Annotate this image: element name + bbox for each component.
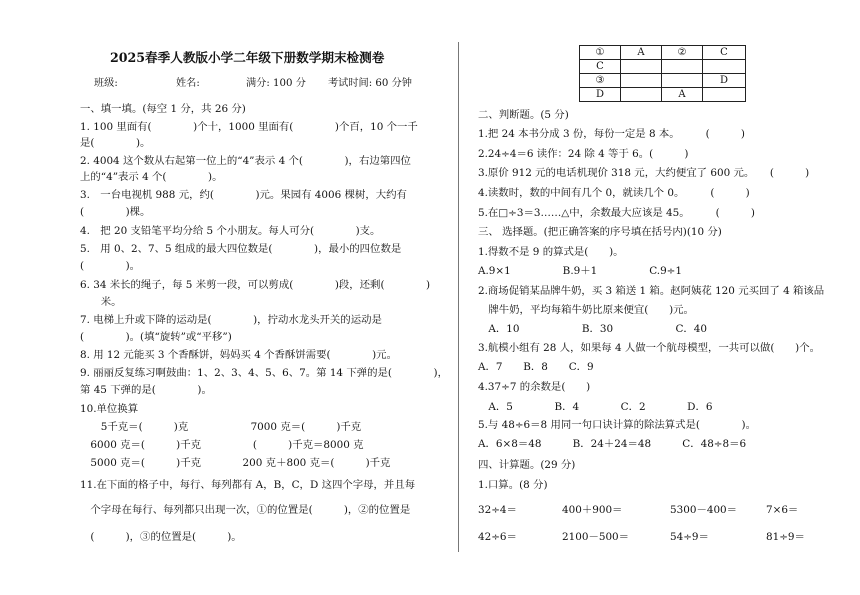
question-line: 9. 丽丽反复练习啊鼓曲：1、2、3、4、5、6、7。第 14 下弹的是( )， (80, 367, 448, 379)
option-line: A．6×8＝48 B．24＋24＝48 C．48÷8＝6 (478, 438, 747, 450)
question-line: ( )。(填“旋转”或“平移”) (80, 331, 232, 343)
column-divider (458, 42, 459, 552)
grid-cell (662, 74, 703, 88)
oral-calc-item: 81÷9＝ (766, 531, 805, 543)
question-line: 第 45 下弹的是( )。 (80, 384, 212, 396)
question-line: 是( )。 (80, 137, 151, 149)
question-line: 5.与 48÷6＝8 用同一句口诀计算的除法算式是( )。 (478, 419, 756, 431)
oral-calc-item: 42÷6＝ (478, 531, 517, 543)
grid-cell (703, 88, 746, 102)
question-line: 3. 一台电视机 988 元，约( )元。果园有 4006 棵树，大约有 (80, 189, 407, 201)
oral-calc-item: 5300－400＝ (670, 504, 738, 516)
grid-cell: A (662, 88, 703, 102)
oral-calc-item: 2100－500＝ (562, 531, 630, 543)
question-line: ( )。 (80, 260, 141, 272)
question-line: 6. 34 米长的绳子，每 5 米剪一段，可以剪成( )段，还剩( ) (80, 279, 431, 291)
oral-calc-item: 32÷4＝ (478, 504, 517, 516)
conversion-line: 5000 克＝( )千克 200 克＋800 克＝( )千克 (80, 457, 391, 469)
question-line: 1. 100 里面有( )个十，1000 里面有( )个百，10 个一千 (80, 121, 418, 133)
grid-cell (703, 60, 746, 74)
grid-cell: D (703, 74, 746, 88)
grid-cell: ① (580, 46, 621, 60)
oral-calc-item: 7×6＝ (766, 504, 799, 516)
grid-cell: ② (662, 46, 703, 60)
option-line: A.9×1 B.9＋1 C.9÷1 (478, 265, 683, 277)
question-line: 个字母在每行、每列都只出现一次，①的位置是( )，②的位置是 (80, 504, 411, 516)
name-label: 姓名: (176, 78, 200, 89)
question-line: 4.读数时，数的中间有几个 0，就读几个 0。 ( ) (478, 187, 750, 199)
grid-cell: A (621, 46, 662, 60)
question-line: 10.单位换算 (80, 403, 139, 415)
question-line: 8. 用 12 元能买 3 个香酥饼，妈妈买 4 个香酥饼需要( )元。 (80, 349, 397, 361)
grid-cell (662, 60, 703, 74)
question-line: 2.商场促销某品牌牛奶，买 3 箱送 1 箱。赵阿姨花 120 元买回了 4 箱该品 (478, 285, 825, 297)
option-line: A．5 B．4 C．2 D．6 (478, 401, 713, 413)
grid-cell: ③ (580, 74, 621, 88)
grid-cell: C (580, 60, 621, 74)
question-line: 2. 4004 这个数从右起第一位上的“4”表示 4 个( )，右边第四位 (80, 155, 411, 167)
question-line: 2.24÷4＝6 读作：24 除 4 等于 6。( ) (478, 148, 689, 160)
question-line: 5.在□÷3＝3……△中，余数最大应该是 45。 ( ) (478, 207, 755, 219)
class-label: 班级: (94, 78, 118, 89)
oral-calc-item: 400＋900＝ (562, 504, 623, 516)
question-line: 上的“4”表示 4 个( )。 (80, 171, 223, 183)
question-line: 3.航模小组有 28 人，如果每 4 人做一个航母模型，一共可以做( )个。 (478, 342, 820, 354)
question-line: 7. 电梯上升或下降的运动是( )，拧动水龙头开关的运动是 (80, 314, 382, 326)
question-line: 5. 用 0、2、7、5 组成的最大四位数是( )，最小的四位数是 (80, 243, 402, 255)
question-line: 4.37÷7 的余数是( ) (478, 381, 591, 393)
question-line: 1.把 24 本书分成 3 份，每份一定是 8 本。 ( ) (478, 128, 745, 140)
question-line: 3.原价 912 元的电话机现价 318 元，大约便宜了 600 元。 ( ) (478, 167, 810, 179)
grid-cell (621, 74, 662, 88)
time-label: 考试时间: 60 分钟 (328, 78, 412, 89)
conversion-line: 6000 克＝( )千克 ( )千克＝8000 克 (80, 439, 364, 451)
section-heading: 一、填一填。(每空 1 分，共 26 分) (80, 103, 246, 115)
letter-grid (579, 45, 746, 102)
option-line: A．7 B．8 C．9 (478, 361, 594, 373)
oral-calc-item: 54÷9＝ (670, 531, 709, 543)
option-line: A．10 B．30 C．40 (478, 323, 708, 335)
grid-cell (621, 88, 662, 102)
score-label: 满分: 100 分 (246, 78, 306, 89)
section-heading: 四、计算题。(29 分) (478, 459, 576, 471)
question-line: ( )，③的位置是( )。 (80, 531, 242, 543)
question-line: 1.得数不是 9 的算式是( )。 (478, 246, 624, 258)
question-line: 牌牛奶，平均每箱牛奶比原来便宜( )元。 (478, 304, 694, 316)
question-line: 1.口算。(8 分) (478, 479, 548, 491)
question-line: ( )棵。 (80, 206, 151, 218)
conversion-line: 5千克＝( )克 7000 克＝( )千克 (80, 421, 362, 433)
grid-cell (621, 60, 662, 74)
question-line: 4. 把 20 支铅笔平均分给 5 个小朋友。每人可分( )支。 (80, 225, 381, 237)
exam-title: 2025春季人教版小学二年级下册数学期末检测卷 (110, 50, 385, 65)
question-line: 米。 (80, 296, 122, 308)
grid-cell: D (580, 88, 621, 102)
question-line: 11.在下面的格子中，每行、每列都有 A，B，C，D 这四个字母，并且每 (80, 479, 416, 491)
section-heading: 二、判断题。(5 分) (478, 109, 569, 121)
grid-cell: C (703, 46, 746, 60)
section-heading: 三、 选择题。(把正确答案的序号填在括号内)(10 分) (478, 226, 722, 238)
